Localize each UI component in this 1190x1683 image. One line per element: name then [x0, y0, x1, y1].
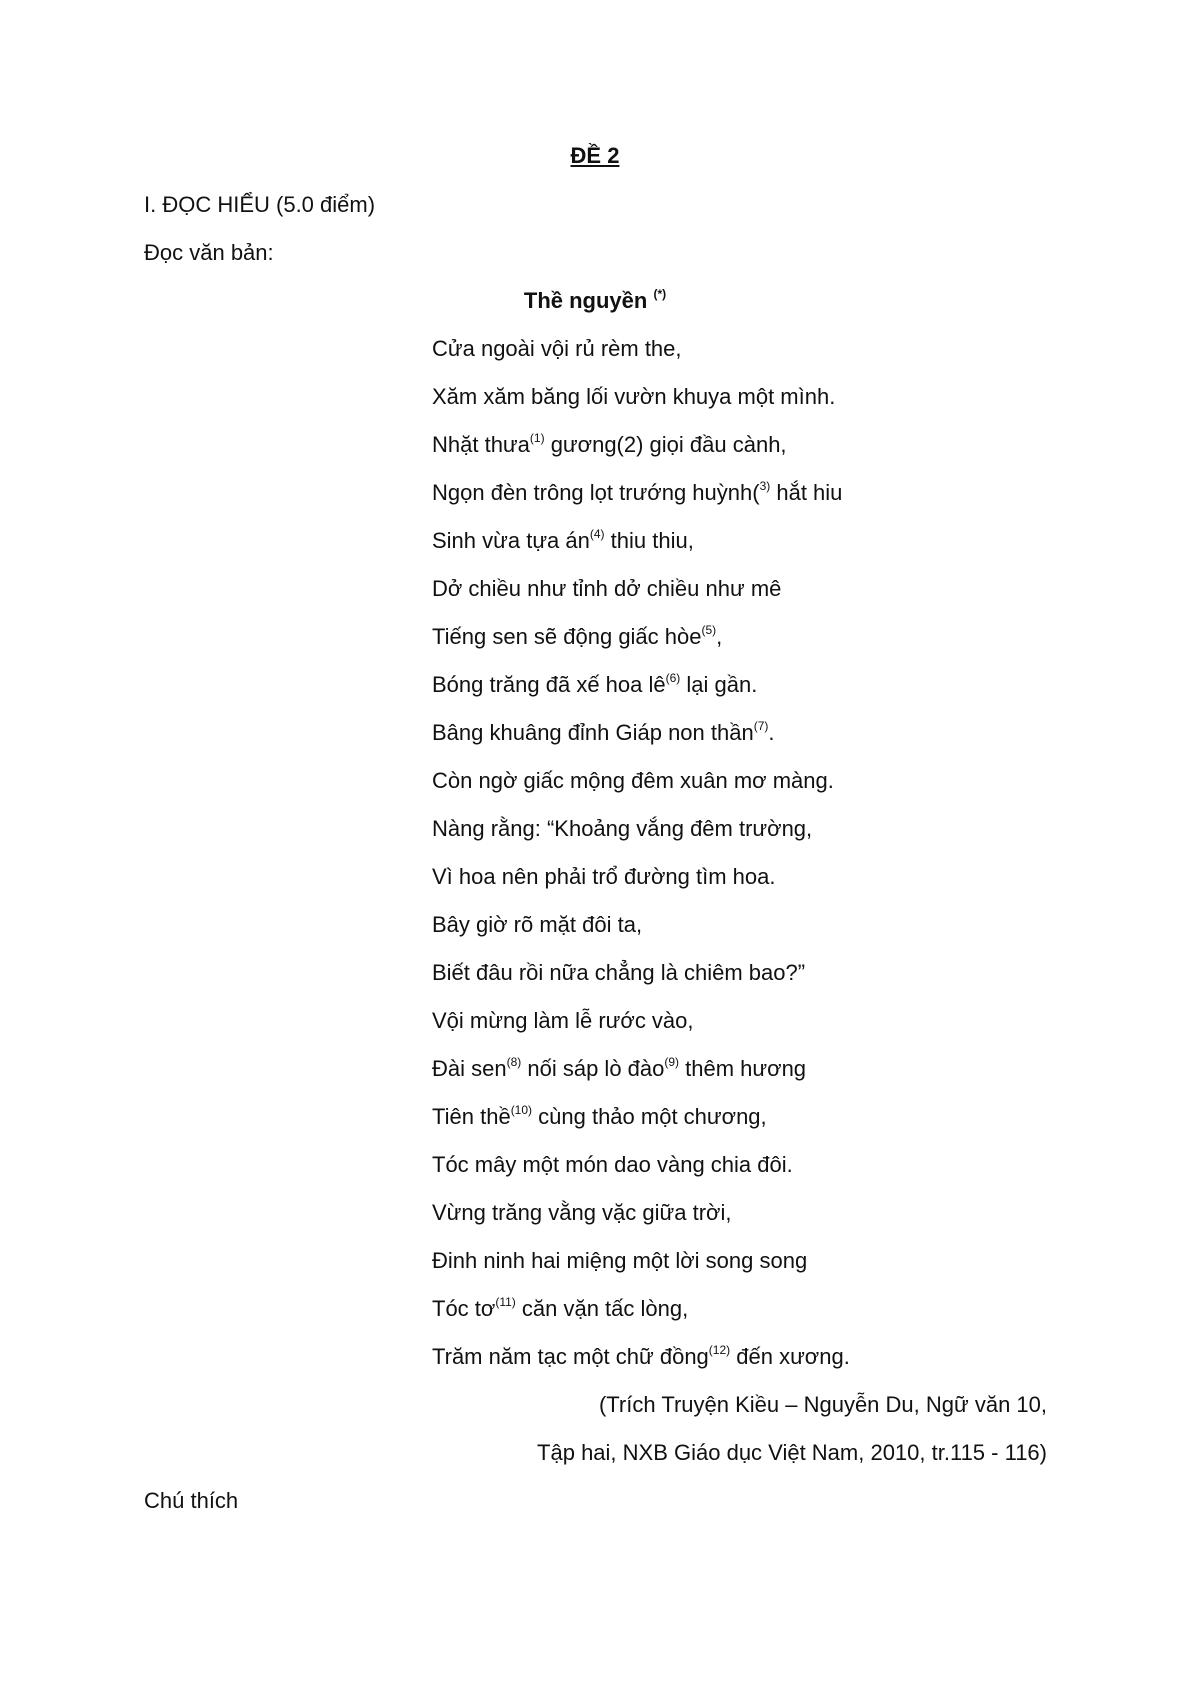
poem-line-text: nối sáp lò đào: [521, 1056, 665, 1081]
notes-label: Chú thích: [144, 1488, 239, 1513]
footnote-marker: (1): [529, 431, 545, 445]
poem-line: [432, 624, 850, 672]
poem-line-text: Tiếng sen sẽ động giấc hòe: [432, 624, 702, 649]
section-heading: I. ĐỌC HIỂU (5.0 điểm): [144, 192, 376, 217]
poem-line: [432, 672, 850, 720]
poem-line: [432, 1056, 850, 1104]
footnote-marker: (10): [510, 1103, 533, 1117]
poem-line-text: Ngọn đèn trông lọt trướng huỳnh(: [432, 480, 760, 505]
poem-line-text: cùng thảo một chương,: [532, 1104, 767, 1129]
poem-title-text: Thề nguyền: [523, 288, 648, 313]
poem-line-text: đến xương.: [730, 1344, 850, 1369]
footnote-marker: (4): [589, 527, 605, 541]
poem-line-text: Xăm xăm băng lối vườn khuya một mình.: [432, 384, 836, 409]
poem-line-text: Tóc tơ: [432, 1296, 496, 1321]
poem-line-text: căn vặn tấc lòng,: [515, 1296, 689, 1321]
footnote-marker: 3): [759, 479, 771, 493]
poem-lines: [432, 336, 850, 1392]
poem-line-text: Trăm năm tạc một chữ đồng: [432, 1344, 709, 1369]
poem-line-text: Tiên thề: [432, 1104, 511, 1129]
poem-line-text: Sinh vừa tựa án: [432, 528, 590, 553]
footnote-marker: (11): [495, 1295, 516, 1309]
poem-line-text: Đinh ninh hai miệng một lời song song: [432, 1248, 808, 1273]
poem-line-text: Cửa ngoài vội rủ rèm the,: [432, 336, 682, 361]
poem-line-text: Còn ngờ giấc mộng đêm xuân mơ màng.: [432, 768, 834, 793]
footnote-marker: (8): [506, 1055, 522, 1069]
poem-line-text: Nàng rằng: “Khoảng vắng đêm trường,: [432, 816, 813, 841]
poem-line: [432, 1344, 850, 1392]
poem-line: [432, 480, 850, 528]
poem-title-mark: (*): [653, 287, 667, 301]
exam-title: ĐỀ 2: [570, 143, 620, 168]
poem-line: [432, 1296, 850, 1344]
poem-line-text: Vội mừng làm lễ rước vào,: [432, 1008, 694, 1033]
poem-line-text: thiu thiu,: [604, 528, 694, 553]
poem-line: [432, 1152, 850, 1200]
poem-line-text: ,: [716, 624, 723, 649]
poem-line-text: thêm hương: [679, 1056, 807, 1081]
poem-line-text: Nhặt thưa: [432, 432, 530, 457]
source-citation-line2: Tập hai, NXB Giáo dục Việt Nam, 2010, tr.115 - 116): [537, 1440, 1047, 1465]
poem-line: [432, 432, 850, 480]
footnote-marker: (9): [664, 1055, 680, 1069]
poem-title: [0, 288, 1190, 314]
poem-line-text: Bây giờ rõ mặt đôi ta,: [432, 912, 643, 937]
poem-line: [432, 912, 850, 960]
poem-line: [432, 1104, 850, 1152]
poem-line-text: Vừng trăng vằng vặc giữa trời,: [432, 1200, 732, 1225]
footnote-marker: (12): [708, 1343, 731, 1357]
poem-line: [432, 1200, 850, 1248]
source-citation-line1: (Trích Truyện Kiều – Nguyễn Du, Ngữ văn 10,: [598, 1392, 1047, 1417]
poem-line-text: Dở chiều như tỉnh dở chiều như mê: [432, 576, 782, 601]
poem-line: [432, 576, 850, 624]
poem-line-text: Vì hoa nên phải trổ đường tìm hoa.: [432, 864, 776, 889]
poem-line-text: Bâng khuâng đỉnh Giáp non thần: [432, 720, 754, 745]
poem-line-text: hắt hiu: [770, 480, 843, 505]
poem-line-text: lại gần.: [680, 672, 758, 697]
poem-line: [432, 720, 850, 768]
poem-line: [432, 864, 850, 912]
poem-line: [432, 1008, 850, 1056]
poem-line: [432, 1248, 850, 1296]
poem-line-text: Tóc mây một món dao vàng chia đôi.: [432, 1152, 793, 1177]
poem-line: [432, 384, 850, 432]
footnote-marker: (5): [701, 623, 717, 637]
footnote-marker: (6): [665, 671, 681, 685]
footnote-marker: (7): [753, 719, 769, 733]
poem-line-text: Bóng trăng đã xế hoa lê: [432, 672, 666, 697]
poem-line-text: Đài sen: [432, 1056, 507, 1081]
poem-line: [432, 336, 850, 384]
poem-line: [432, 528, 850, 576]
poem-line: [432, 816, 850, 864]
poem-line-text: .: [768, 720, 775, 745]
poem-line: [432, 960, 850, 1008]
poem-line: [432, 768, 850, 816]
poem-line-text: Biết đâu rồi nữa chẳng là chiêm bao?”: [432, 960, 806, 985]
poem-line-text: gương(2) giọi đầu cành,: [544, 432, 787, 457]
read-text-label: Đọc văn bản:: [144, 240, 274, 265]
